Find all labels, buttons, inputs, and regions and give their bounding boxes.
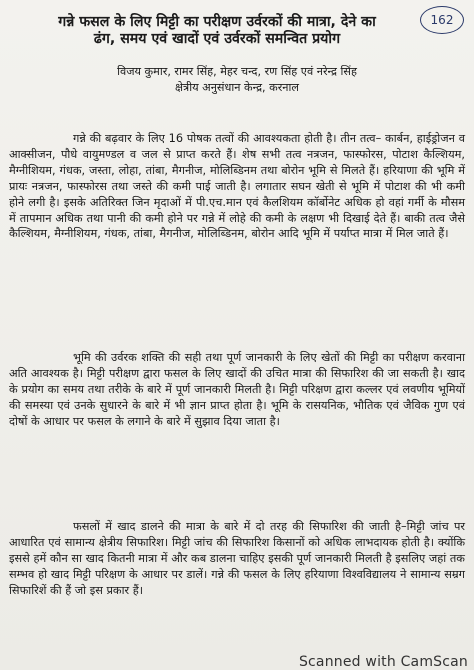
paragraph-2 [9,350,465,430]
document-title [18,14,416,48]
author-affiliation: क्षेत्रीय अनुसंधान केन्द्र, करनाल [175,81,299,94]
paragraph-3-text: फसलों में खाद डालने की मात्रा के बारे में दो तरह की सिफारिश की जाती है–मिट्टी जांच पर आधारित एवं सामान्य क्षेत्रीय सिफारिश। मिट्टी जांच की सिफारिश किसानों को अधिक लाभदायक होती है। क्योंकि इससे हमें कौन सा खाद कितनी मात्रा में और कब डालना चाहिए इसकी पूर्ण जानकारी मिलती है इसलिए जहां तक सम्भव हो खाद मिट्टी परिक्षण के आधार पर डालें। गन्ने की फसल के लिए हरियाणा विश्वविद्यालय ने सामान्य सम्रग सिफारिशें की हैं जो इस प्रकार हैं। [9,520,465,597]
page-number: 162 [420,6,464,34]
title-line-1: गन्ने फसल के लिए मिट्टी का परीक्षण उर्वरकों की मात्रा, देने का [58,14,376,30]
paragraph-2-text: भूमि की उर्वरक शक्ति की सही तथा पूर्ण जानकारी के लिए खेतों की मिट्टी का परीक्षण करवाना अति आवश्यक है। मिट्टी परीक्षण द्वारा फसल के लिए खादों की उचित मात्रा की सिफारिश की जा सकती है। खाद के प्रयोग का समय तथा तरीके के बारे में पूर्ण जानकारी मिलती है। मिट्टी परिक्षण द्वारा कल्लर एवं लवणीय भूमियों की समस्या एवं उनके सुधारने के बारे में भी ज्ञान प्राप्त होता है। भूमि के रासयनिक, भौतिक एवं जैविक गुण एवं दोषों के आधार पर फसल के लगाने के बारे में सुझाव दिया जाता है। [9,351,465,428]
author-block [20,64,454,96]
paragraph-1 [9,131,465,242]
paragraph-3 [9,519,465,599]
scanner-watermark: Scanned with CamScan [298,654,468,670]
paragraph-1-text: गन्ने की बढ़वार के लिए 16 पोषक तत्वों की आवश्यकता होती है। तीन तत्व– कार्बन, हाईड्रोजन व आक्सीजन, पौधे वायुमण्डल व जल से प्राप्त करते हैं। शेष सभी तत्व नत्रजन, फास्फोरस, पोटाश कैल्शियम, मैग्नीशियम, गंधक, जस्ता, लोहा, तांबा, मैगनीज, मोलिब्डिनम तथा बोरोन भूमि से मिलते हैं। हरियाणा की भूमि में प्रायः नत्रजन, फास्फोरस तथा जस्ते की कमी पाई जाती है। लगातार सघन खेती से भूमि में पोटाश की भी कमी होने लगी है। इसके अतिरिक्त जिन मृदाओं में पी.एच.मान एवं कैलशियम कॉर्बोनेट अधिक हो वहां गर्मी के मौसम में तापमान अधिक तथा पानी की कमी होने पर गन्ने में लोहे की कमी के लक्षण भी दिखाई देते हैं। बाकी तत्व जैसे कैल्शियम, मैग्नीशियम, गंधक, तांबा, मैगनीज, मोलिब्डिनम, बोरोन आदि भूमि में पर्याप्त मात्रा में मिल जाते हैं। [9,132,465,241]
author-names: विजय कुमार, रामर सिंह, मेहर चन्द, रण सिंह एवं नरेन्द्र सिंह [117,65,357,78]
title-line-2: ढंग, समय एवं खादों एवं उर्वरकों समन्वित प्रयोग [93,31,341,47]
